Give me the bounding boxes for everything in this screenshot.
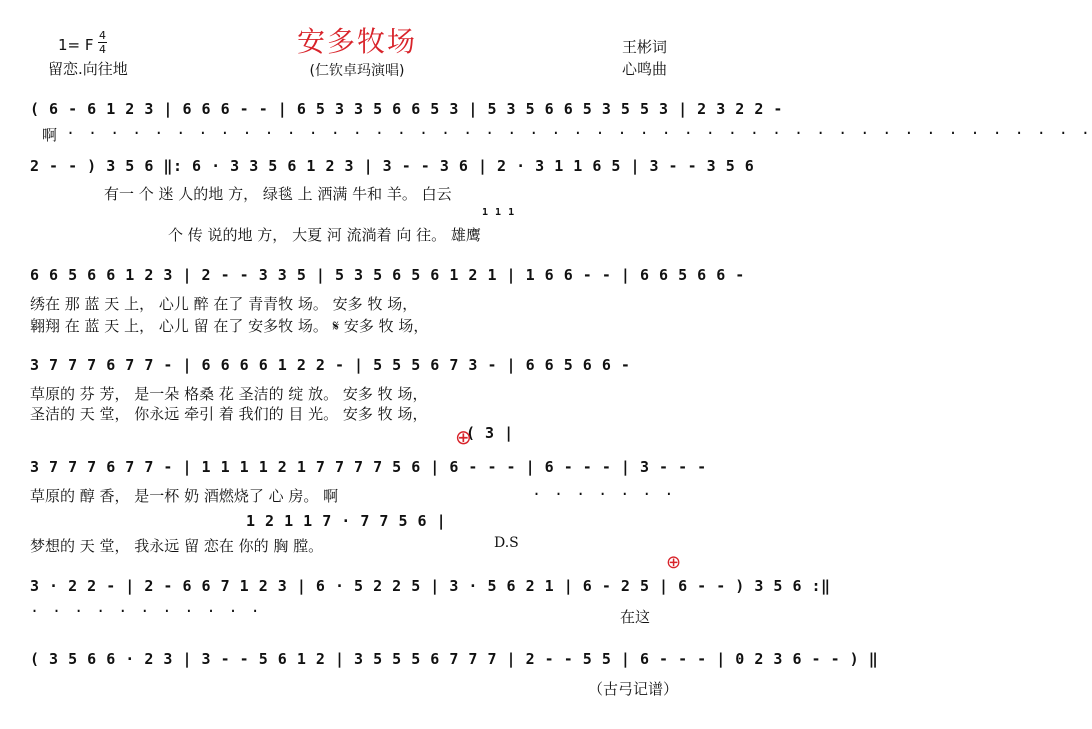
notation-line-5: 3 7 7 7 6 7 7 - | 1 1 1 1 2 1 7 7 7 7 5 6 | 6 - - - | 6 - - - | 3 - - - <box>30 458 707 476</box>
meter-top: 4 <box>99 29 106 42</box>
tempo-mood: 留恋.向往地 <box>48 60 128 78</box>
notation-line-7: ( 3 5 6 6 · 2 3 | 3 - - 5 6 1 2 | 3 5 5 5 6 7 7 7 | 2 - - 5 5 | 6 - - - | 0 2 3 6 - - ) ‖ <box>30 650 879 668</box>
lyric-line-6: 在这 <box>620 608 651 626</box>
notation-line-2: 2 - - ) 3 5 6 ‖: 6 · 3 3 5 6 1 2 3 | 3 - - 3 6 | 2 · 3 1 1 6 5 | 3 - - 3 5 6 <box>30 157 755 175</box>
lyricist: 王彬词 <box>622 38 668 56</box>
song-title: 安多牧场 <box>296 25 417 58</box>
lyric-line-5a: 草原的 醇 香， 是一杯 奶 酒燃烧了 心 房。 啊 <box>30 487 339 505</box>
key-signature: 1= F <box>58 36 94 54</box>
composer: 心鸣曲 <box>622 60 668 78</box>
lyric-line-5-dots: · · · · · · · <box>532 485 676 503</box>
alt-notation-2: 1 1 1 <box>482 207 515 218</box>
transcriber-credit: （古弓记谱） <box>588 680 679 698</box>
lyric-line-2a: 有一 个 迷 人的地 方， 绿毯 上 洒满 牛和 羊。 白云 <box>104 185 452 203</box>
notation-line-6: 3 · 2 2 - | 2 - 6 6 7 1 2 3 | 6 · 5 2 2 5 | 3 · 5 6 2 1 | 6 - 2 5 | 6 - - ) 3 5 6 :‖ <box>30 577 831 595</box>
alt-notation-5: 1 2 1 1 7 · 7 7 5 6 | <box>246 512 447 530</box>
notation-4-tail: ( 3 | <box>466 424 514 442</box>
lyric-line-3b: 翱翔 在 蓝 天 上， 心儿 留 在了 安多牧 场。 𝄋 安多 牧 场， <box>30 317 429 335</box>
lyric-line-4b: 圣洁的 天 堂， 你永远 牵引 着 我们的 目 光。 安多 牧 场， <box>30 405 428 423</box>
lyric-line-1: 啊 <box>42 126 58 144</box>
lyric-line-5b: 梦想的 天 堂， 我永远 留 恋在 你的 胸 膛。 <box>30 537 324 555</box>
notation-line-4: 3 7 7 7 6 7 7 - | 6 6 6 6 1 2 2 - | 5 5 5 6 7 3 - | 6 6 5 6 6 - <box>30 356 631 374</box>
lyric-line-2b: 个 传 说的地 方， 大夏 河 流淌着 向 往。 雄鹰 <box>168 226 481 244</box>
song-subtitle: (仁钦卓玛演唱) <box>309 63 405 79</box>
lyric-line-3a: 绣在 那 蓝 天 上， 心儿 醉 在了 青青牧 场。 安多 牧 场， <box>30 295 418 313</box>
meter-bottom: 4 <box>99 43 106 56</box>
coda-sign-icon-2: ⊕ <box>666 552 682 573</box>
time-signature <box>98 30 107 55</box>
notation-line-1: ( 6 - 6 1 2 3 | 6 6 6 - - | 6 5 3 3 5 6 6 5 3 | 5 3 5 6 6 5 3 5 5 3 | 2 3 2 2 - <box>30 100 783 118</box>
coda-sign-icon: ⊕ <box>455 425 472 449</box>
lyric-line-6-dots: · · · · · · · · · · · <box>30 602 262 620</box>
lyric-line-1-dots: · · · · · · · · · · · · · · · · · · · · · · · · · · · · · · · · · · · · · · · · · · · · · · · <box>66 124 1092 142</box>
notation-line-3: 6 6 5 6 6 1 2 3 | 2 - - 3 3 5 | 5 3 5 6 5 6 1 2 1 | 1 6 6 - - | 6 6 5 6 6 - <box>30 266 745 284</box>
dal-segno-mark: D.S <box>494 535 519 551</box>
lyric-line-4a: 草原的 芬 芳， 是一朵 格桑 花 圣洁的 绽 放。 安多 牧 场， <box>30 385 428 403</box>
